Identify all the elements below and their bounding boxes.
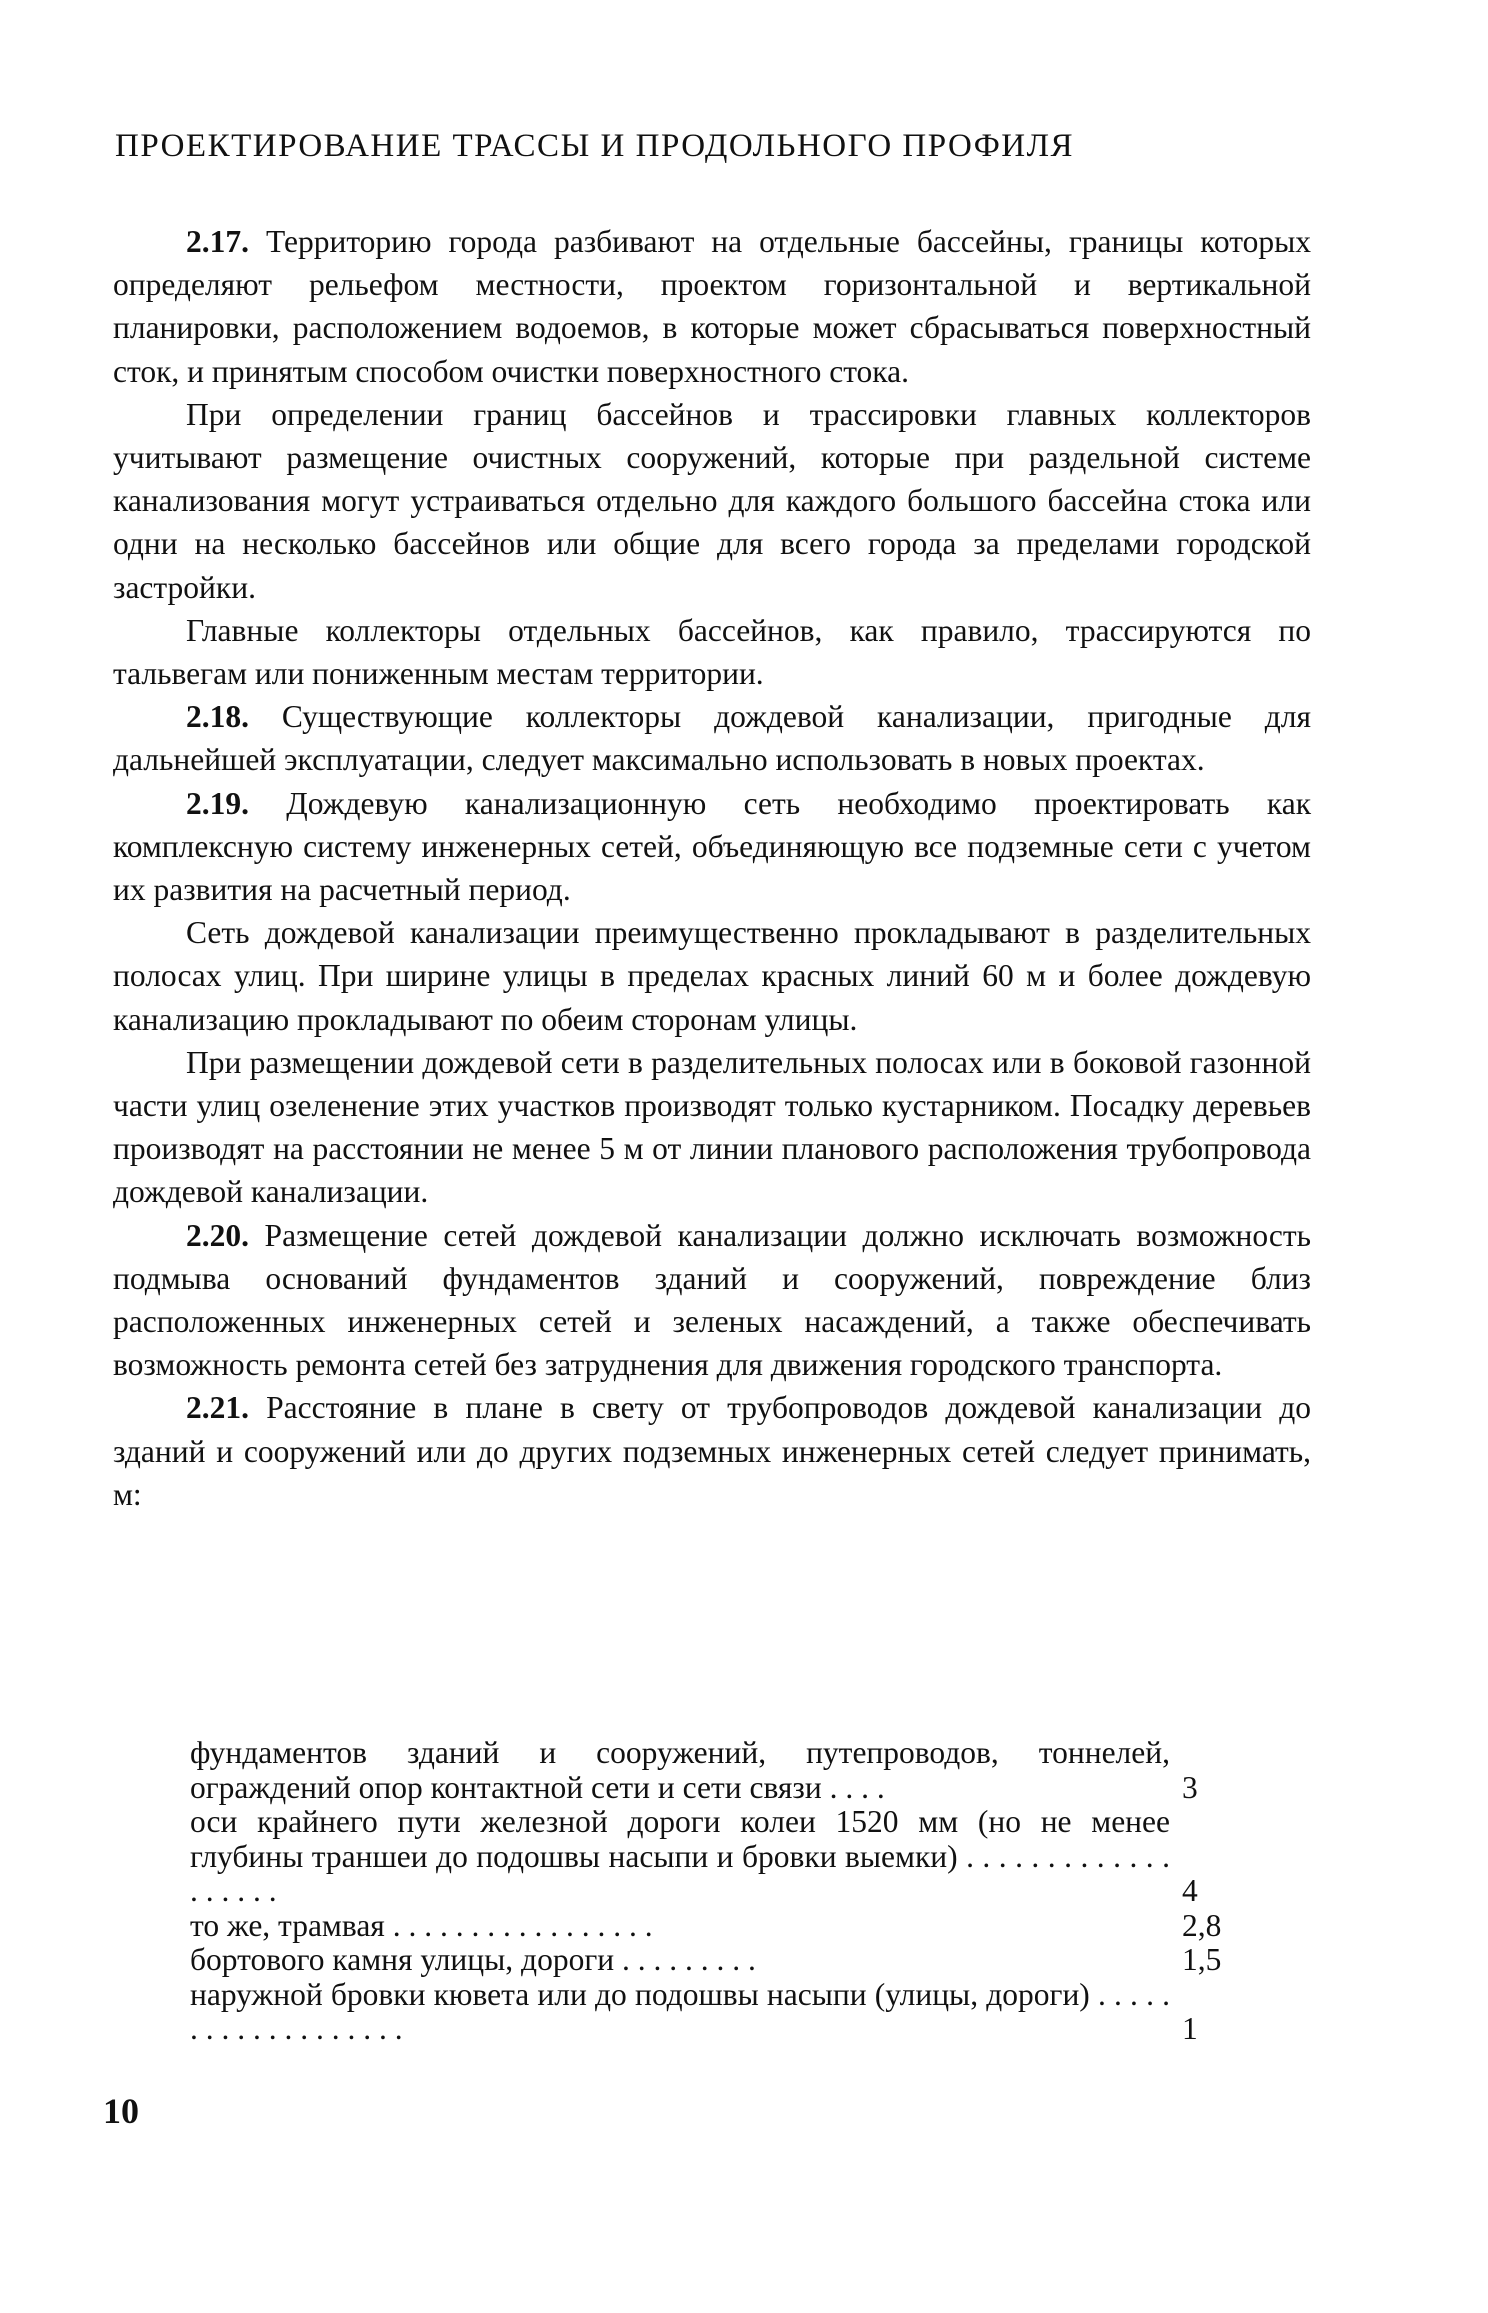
paragraph-2-17	[113, 220, 1311, 393]
clause-number: 2.20.	[186, 1217, 249, 1253]
leader-dots: . . . . . . . . .	[614, 1942, 756, 1977]
paragraph	[113, 1041, 1311, 1214]
paragraph-text: Существующие коллекторы дождевой канализации, пригодные для дальнейшей эксплуатации, следует максимально использовать в новых проектах.	[113, 699, 1311, 778]
paragraph-text: При определении границ бассейнов и трассировки главных коллекторов учитывают размещение очистных сооружений, которые при раздельной системе канализования могут устраиваться отдельно для каждого большого бассейна стока или одни на несколько бассейнов или общие для всего города за пределами городской застройки.	[113, 396, 1311, 605]
paragraph	[113, 609, 1311, 695]
leader-dots: . . . . . . . . . . . . . . . . . . .	[190, 1976, 1170, 2046]
item-label: фундаментов зданий и сооружений, путепроводов, тоннелей, ограждений опор контактной сети и сети связи	[190, 1735, 1170, 1805]
list-item	[190, 1736, 1232, 1805]
item-value: 1,5	[1182, 1942, 1222, 1977]
item-label: наружной бровки кювета или до подошвы насыпи (улицы, дороги)	[190, 1976, 1090, 2012]
list-item	[190, 1943, 1232, 1978]
leader-dots: . . . . . . . . . . . . . . . . . . .	[190, 1838, 1171, 1908]
leader-dots: . . . . . . . . . . . . . . . . .	[384, 1907, 653, 1943]
running-header: ПРОЕКТИРОВАНИЕ ТРАССЫ И ПРОДОЛЬНОГО ПРОФИЛЯ	[115, 128, 1075, 164]
clause-number: 2.17.	[186, 224, 249, 259]
paragraph-2-18	[113, 695, 1311, 781]
paragraph	[113, 393, 1311, 609]
item-value: 2,8	[1182, 1907, 1222, 1943]
item-label: оси крайнего пути железной дороги колеи 1520 мм (но не менее глубины траншеи до подошвы насыпи и бровки выемки)	[190, 1804, 1170, 1874]
paragraph-text: Размещение сетей дождевой канализации должно исключать возможность подмыва оснований фундаментов зданий и сооружений, повреждение близ расположенных инженерных сетей и зеленых насаждений, а также обеспечивать возможность ремонта сетей без затруднения для движения городского транспорта.	[113, 1217, 1311, 1383]
clause-number: 2.21.	[186, 1390, 249, 1426]
paragraph	[113, 911, 1311, 1041]
leader-dots: . . . .	[821, 1769, 885, 1805]
paragraph-2-21	[113, 1386, 1311, 1516]
paragraph-2-19	[113, 782, 1311, 912]
paragraph-text: При размещении дождевой сети в разделительных полосах или в боковой газонной части улиц озеленение этих участков производят только кустарником. Посадку деревьев производят на расстоянии не менее 5 м от линии планового расположения трубопровода дождевой канализации.	[113, 1044, 1311, 1210]
page-number: 10	[103, 2091, 139, 2131]
item-value: 1	[1182, 2011, 1198, 2046]
paragraph-text: Территорию города разбивают на отдельные бассейны, границы которых определяют рельефом местности, проектом горизонтальной и вертикальной планировки, расположением водоемов, в которые может сбрасываться поверхностный сток, и принятым способом очистки поверхностного стока.	[113, 224, 1311, 389]
list-item	[190, 1909, 1232, 1944]
list-item	[190, 1978, 1232, 2047]
item-value: 3	[1182, 1769, 1198, 1805]
list-item	[190, 1805, 1232, 1909]
body-text	[113, 220, 1311, 1516]
paragraph-text: Главные коллекторы отдельных бассейнов, как правило, трассируются по тальвегам или пониженным местам территории.	[113, 612, 1311, 692]
distance-list	[190, 1736, 1232, 2047]
paragraph-text: Расстояние в плане в свету от трубопроводов дождевой канализации до зданий и сооружений или до других подземных инженерных сетей следует принимать, м:	[113, 1390, 1311, 1512]
paragraph-text: Сеть дождевой канализации преимущественно прокладывают в разделительных полосах улиц. При ширине улицы в пределах красных линий 60 м и более дождевую канализацию прокладывают по обеим сторонам улицы.	[113, 915, 1311, 1037]
item-label: бортового камня улицы, дороги	[190, 1942, 615, 1977]
item-label: то же, трамвая	[190, 1907, 385, 1943]
paragraph-2-20	[113, 1214, 1311, 1387]
clause-number: 2.19.	[186, 785, 249, 821]
item-value: 4	[1182, 1873, 1198, 1908]
paragraph-text: Дождевую канализационную сеть необходимо проектировать как комплексную систему инженерных сетей, объединяющую все подземные сети с учетом их развития на расчетный период.	[113, 785, 1311, 908]
clause-number: 2.18.	[186, 699, 249, 735]
